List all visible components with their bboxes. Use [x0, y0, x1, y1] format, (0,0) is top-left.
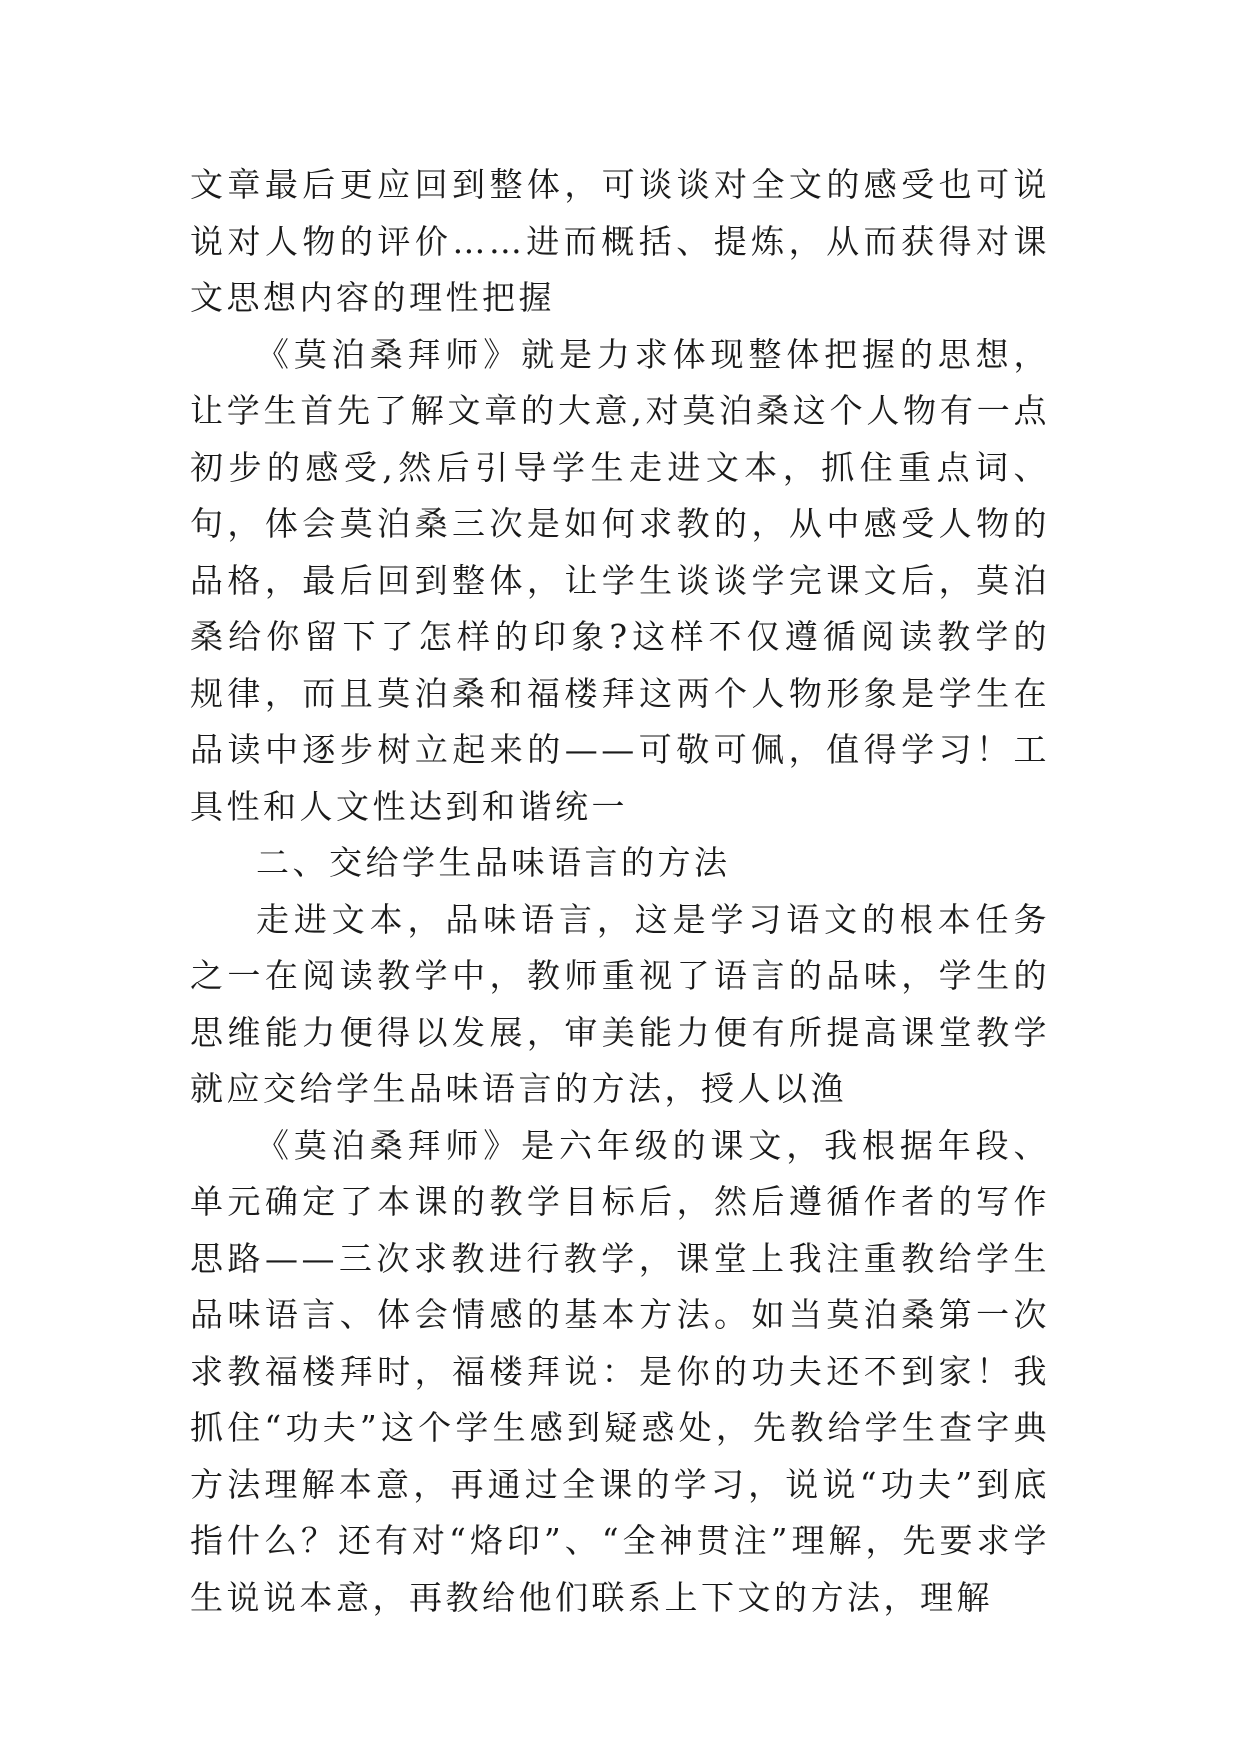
section-heading: 二、交给学生品味语言的方法: [256, 843, 731, 882]
paragraph-lesson-overview: 《莫泊桑拜师》就是力求体现整体把握的思想，让学生首先了解文章的大意,对莫泊桑这个人物有一点初步的感受,然后引导学生走进文本，抓住重点词、句，体会莫泊桑三次是如何求教的，从中感受人物的品格，最后回到整体，让学生谈谈学完课文后，莫泊桑给你留下了怎样的印象?这样不仅遵循阅读教学的规律，而且莫泊桑和福楼拜这两个人物形象是学生在品读中逐步树立起来的——可敬可佩，值得学习！工具性和人文性达到和谐统一: [190, 334, 1050, 826]
paragraph-continuation: 文章最后更应回到整体，可谈谈对全文的感受也可说说对人物的评价……进而概括、提炼，从而获得对课文思想内容的理性把握: [190, 165, 1050, 317]
paragraph-teaching-example: 《莫泊桑拜师》是六年级的课文，我根据年段、单元确定了本课的教学目标后，然后遵循作者的写作思路——三次求教进行教学，课堂上我注重教给学生品味语言、体会情感的基本方法。如当莫泊桑第一次求教福楼拜时，福楼拜说：是你的功夫还不到家！我抓住“功夫”这个学生感到疑惑处，先教给学生查字典方法理解本意，再通过全课的学习，说说“功夫”到底指什么？还有对“烙印”、“全神贯注”理解，先要求学生说说本意，再教给他们联系上下文的方法，理解: [190, 1125, 1050, 1617]
document-body: [190, 157, 1050, 1626]
paragraph-language-tasting: 走进文本，品味语言，这是学习语文的根本任务之一在阅读教学中，教师重视了语言的品味，学生的思维能力便得以发展，审美能力便有所提高课堂教学就应交给学生品味语言的方法，授人以渔: [190, 899, 1050, 1108]
